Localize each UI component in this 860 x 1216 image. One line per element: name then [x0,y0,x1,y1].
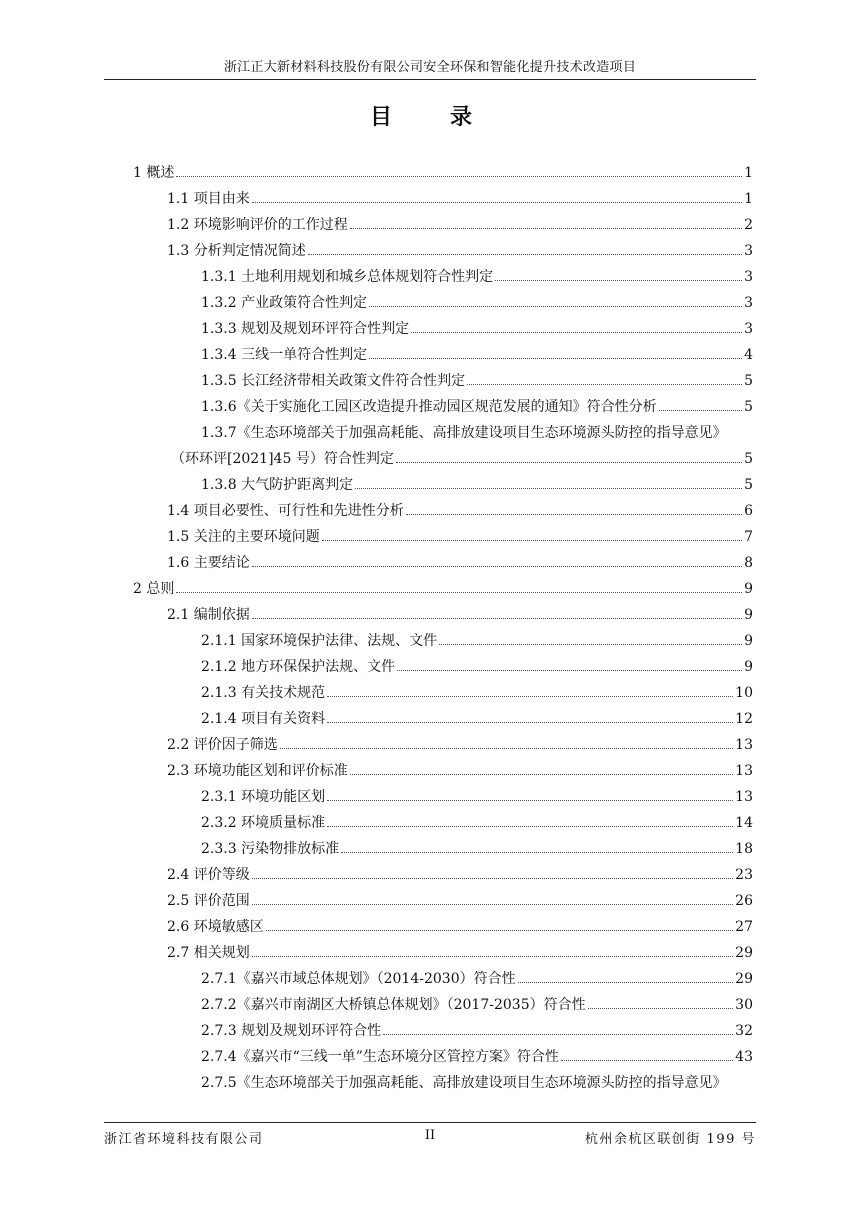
toc-entry-label: 1 概述 [133,165,175,181]
toc-entry-page: 26 [735,893,753,909]
toc-entry-label: 1.3.1 土地利用规划和城乡总体规划符合性判定 [201,269,494,285]
toc-entry-label: 1.3.4 三线一单符合性判定 [201,347,368,363]
toc-entry-label: 1.1 项目由来 [167,191,250,207]
toc-entry[interactable] [133,732,753,758]
toc-entry[interactable] [133,940,753,966]
dot-leader [369,357,742,359]
toc-entry[interactable] [133,238,753,264]
toc-entry-label: 1.3.6《关于实施化工园区改造提升推动园区规范发展的通知》符合性分析 [201,399,657,415]
dot-leader [355,487,742,489]
toc-entry[interactable] [133,368,753,394]
toc-entry-label: 2.2 评价因子筛选 [167,737,278,753]
toc-entry[interactable] [133,1044,753,1070]
toc-entry-page: 29 [735,945,753,961]
toc-entry[interactable] [133,212,753,238]
toc-entry-label: 2 总则 [133,581,175,597]
dot-leader [252,565,742,567]
toc-entry-label: 2.7.1《嘉兴市域总体规划》（2014-2030）符合性 [201,971,516,987]
toc-entry[interactable] [133,888,753,914]
toc-entry[interactable] [133,966,753,992]
toc-entry-page: 10 [735,685,753,701]
footer-address: 杭州余杭区联创街 199 号 [584,1132,756,1147]
toc-entry[interactable] [133,186,753,212]
toc-entry[interactable] [133,1070,753,1096]
toc-entry-page: 1 [744,165,753,181]
dot-leader [252,955,733,957]
footer-company: 浙江省环境科技有限公司 [104,1132,264,1147]
dot-leader [176,175,742,177]
dot-leader [252,903,733,905]
dot-leader [467,383,742,385]
toc-entry[interactable] [133,446,753,472]
toc-entry-page: 5 [744,373,753,389]
toc-entry-label: 2.3 环境功能区划和评价标准 [167,763,348,779]
toc-entry-label: 1.3 分析判定情况简述 [167,243,306,259]
toc-entry-label: （环环评[2021]45 号）符合性判定 [171,451,394,467]
dot-leader [327,721,733,723]
toc-entry-page: 9 [744,659,753,675]
dot-leader [396,461,742,463]
dot-leader [561,1059,733,1061]
running-footer [104,1128,756,1148]
toc-entry-page: 3 [744,243,753,259]
toc-entry-page: 29 [735,971,753,987]
page-title: 目 录 [369,104,490,130]
toc-entry-page: 3 [744,321,753,337]
toc-entry[interactable] [133,810,753,836]
toc-entry-label: 1.3.3 规划及规划环评符合性判定 [201,321,410,337]
toc-entry[interactable] [133,836,753,862]
toc-entry[interactable] [133,628,753,654]
dot-leader [659,409,742,411]
toc-entry[interactable] [133,498,753,524]
toc-entry-page: 7 [744,529,753,545]
toc-entry-label: 2.3.2 环境质量标准 [201,815,326,831]
toc-entry-label: 1.3.5 长江经济带相关政策文件符合性判定 [201,373,466,389]
toc-entry-page: 2 [744,217,753,233]
toc-entry[interactable] [133,784,753,810]
toc-entry[interactable] [133,680,753,706]
toc-entry-label: 1.4 项目必要性、可行性和先进性分析 [167,503,404,519]
toc-entry-label: 1.2 环境影响评价的工作过程 [167,217,348,233]
dot-leader [341,851,733,853]
dot-leader [588,1007,734,1009]
dot-leader [176,591,742,593]
toc-entry-page: 18 [735,841,753,857]
toc-entry[interactable] [133,862,753,888]
dot-leader [327,799,733,801]
toc-entry[interactable] [133,264,753,290]
toc-entry[interactable] [133,472,753,498]
toc-entry-page: 13 [735,737,753,753]
toc-entry-label: 2.6 环境敏感区 [167,919,264,935]
toc-entry-page: 3 [744,295,753,311]
toc-entry-page: 23 [735,867,753,883]
toc-entry-label: 2.7.4《嘉兴市“三线一单”生态环境分区管控方案》符合性 [201,1049,559,1065]
toc-entry[interactable] [133,160,753,186]
toc-entry[interactable] [133,316,753,342]
toc-entry-label: 2.4 评价等级 [167,867,250,883]
table-of-contents [133,160,753,1096]
toc-entry[interactable] [133,654,753,680]
toc-entry-page: 9 [744,607,753,623]
toc-entry[interactable] [133,758,753,784]
toc-entry[interactable] [133,394,753,420]
footer-rule [104,1122,756,1123]
dot-leader [308,253,742,255]
toc-entry-page: 3 [744,269,753,285]
dot-leader [266,929,733,931]
dot-leader [518,981,734,983]
dot-leader [252,617,742,619]
dot-leader [322,539,742,541]
dot-leader [369,305,742,307]
dot-leader [383,1033,733,1035]
toc-entry[interactable] [133,550,753,576]
toc-entry-page: 12 [735,711,753,727]
toc-entry[interactable] [133,706,753,732]
dot-leader [350,773,733,775]
toc-entry-page: 13 [735,763,753,779]
dot-leader [252,201,742,203]
toc-entry-page: 9 [744,633,753,649]
toc-entry-label: 2.1 编制依据 [167,607,250,623]
toc-entry-label: 2.7.3 规划及规划环评符合性 [201,1023,382,1039]
dot-leader [280,747,733,749]
dot-leader [439,643,742,645]
toc-entry-page: 27 [735,919,753,935]
toc-entry-label: 2.1.4 项目有关资料 [201,711,326,727]
toc-entry-label: 1.6 主要结论 [167,555,250,571]
toc-entry-label: 2.1.3 有关技术规范 [201,685,326,701]
toc-entry[interactable] [133,524,753,550]
toc-entry[interactable] [133,914,753,940]
toc-entry-page: 5 [744,399,753,415]
toc-entry-label: 2.5 评价范围 [167,893,250,909]
dot-leader [327,695,733,697]
dot-leader [495,279,742,281]
toc-entry-page: 1 [744,191,753,207]
toc-entry-page: 13 [735,789,753,805]
toc-entry-page: 43 [735,1049,753,1065]
dot-leader [406,513,742,515]
toc-entry[interactable] [133,290,753,316]
toc-entry-page: 32 [735,1023,753,1039]
toc-entry-label: 2.3.3 污染物排放标准 [201,841,340,857]
toc-entry[interactable] [133,576,753,602]
header-rule [104,79,756,80]
toc-entry-label: 1.3.8 大气防护距离判定 [201,477,354,493]
toc-entry[interactable] [133,992,753,1018]
toc-entry-page: 5 [744,477,753,493]
toc-entry-label: 2.3.1 环境功能区划 [201,789,326,805]
dot-leader [327,825,733,827]
toc-entry-label: 2.1.2 地方环保保护法规、文件 [201,659,396,675]
dot-leader [350,227,742,229]
toc-entry-label: 1.3.2 产业政策符合性判定 [201,295,368,311]
toc-entry-page: 14 [735,815,753,831]
toc-entry-page: 8 [744,555,753,571]
toc-entry-label: 2.1.1 国家环境保护法律、法规、文件 [201,633,438,649]
toc-entry[interactable] [133,420,753,446]
toc-entry-page: 30 [735,997,753,1013]
toc-entry-page: 5 [744,451,753,467]
toc-entry-label: 1.5 关注的主要环境问题 [167,529,320,545]
toc-entry-label: 2.7.2《嘉兴市南湖区大桥镇总体规划》（2017-2035）符合性 [201,997,586,1013]
toc-entry[interactable] [133,602,753,628]
toc-entry-page: 6 [744,503,753,519]
toc-entry-label: 1.3.7《生态环境部关于加强高耗能、高排放建设项目生态环境源头防控的指导意见》 [201,425,727,441]
toc-entry-page: 9 [744,581,753,597]
toc-entry-page: 4 [744,347,753,363]
toc-entry-label: 2.7.5《生态环境部关于加强高耗能、高排放建设项目生态环境源头防控的指导意见》 [201,1075,727,1091]
running-header: 浙江正大新材料科技股份有限公司安全环保和智能化提升技术改造项目 [223,60,637,75]
toc-entry-label: 2.7 相关规划 [167,945,250,961]
page-number: II [424,1128,436,1143]
dot-leader [411,331,742,333]
dot-leader [397,669,742,671]
dot-leader [252,877,733,879]
toc-entry[interactable] [133,342,753,368]
toc-entry[interactable] [133,1018,753,1044]
